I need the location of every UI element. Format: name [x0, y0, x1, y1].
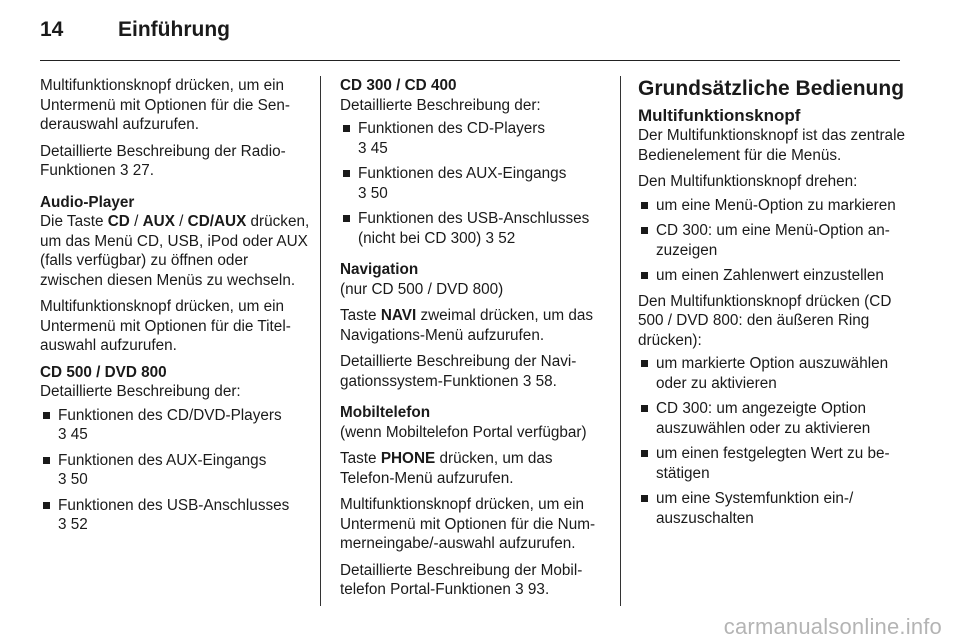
- paragraph: (wenn Mobiltelefon Portal verfügbar): [340, 423, 587, 441]
- paragraph: Den Multifunktionsknopf drehen:: [638, 173, 858, 190]
- paragraph: Der Multifunktionsknopf ist das zentrale Bedienelement für die Menüs.: [638, 127, 905, 164]
- list-item: CD 300: um angezeigte Option auszuwählen oder zu aktivieren: [638, 399, 906, 438]
- page-reference: 3 52: [485, 229, 516, 247]
- page-reference: 3 93.: [515, 581, 550, 598]
- column-divider-1: [320, 76, 321, 606]
- watermark: carmanualsonline.info: [723, 614, 942, 639]
- paragraph: Taste PHONE drücken, um das Telefon-Menü aufzurufen.: [340, 450, 553, 487]
- page-reference: 3 58.: [522, 372, 557, 390]
- paragraph: Den Multifunktionsknopf drücken (CD 500 / DVD 800: den äußeren Ring drücken):: [638, 292, 892, 349]
- column-1: [40, 76, 312, 541]
- paragraph: Detaillierte Beschreibung der:: [40, 383, 241, 400]
- bullet-list: [340, 119, 608, 248]
- paragraph: (nur CD 500 / DVD 800): [340, 280, 504, 298]
- list-item: Funktionen des USB-Anschlusses 3 52: [40, 496, 312, 535]
- page-reference: 3 50: [58, 471, 88, 488]
- page-reference: 3 52: [58, 516, 88, 533]
- page-title: Einführung: [118, 18, 230, 41]
- page-reference: 3 45: [358, 139, 388, 157]
- main-heading: Grundsätzliche Bedienung: [638, 77, 905, 100]
- paragraph: Multifunktionsknopf drücken, um ein Untermenü mit Optionen für die Nummerneingabe/-auswahl aufzurufen.: [340, 496, 596, 552]
- paragraph: Detaillierte Beschreibung der Radio-Funktionen 3 27.: [40, 142, 286, 179]
- list-item: CD 300: um eine Menü-Option anzuzeigen: [638, 221, 906, 260]
- key-label: CD/AUX: [187, 213, 247, 230]
- paragraph: Die Taste CD / AUX / CD/AUX drücken, um das Menü CD, USB, iPod oder AUX (falls verfügbar) zu öffnen oder zwischen diesen Menüs zu wechseln.: [40, 213, 310, 289]
- section-heading-cd500: CD 500 / DVD 800: [40, 363, 167, 381]
- sub-heading: Multifunktionsknopf: [638, 106, 801, 125]
- key-label: NAVI: [380, 307, 417, 324]
- key-label: PHONE: [380, 450, 436, 467]
- list-item: um eine Menü-Option zu markieren: [638, 196, 906, 216]
- header-rule: [40, 60, 900, 61]
- key-label: CD: [107, 213, 130, 230]
- paragraph: Detaillierte Beschreibung der:: [340, 96, 541, 114]
- list-item: um eine Systemfunktion ein-/ auszuschalten: [638, 489, 906, 528]
- bullet-list: [638, 196, 906, 286]
- bullet-list: [40, 406, 312, 535]
- list-item: Funktionen des AUX-Eingangs 3 50: [40, 451, 312, 490]
- page-reference: 3 45: [58, 426, 88, 443]
- section-heading-cd300: CD 300 / CD 400: [340, 77, 457, 94]
- column-3: [638, 76, 906, 534]
- paragraph: Taste NAVI zweimal drücken, um das Navigations-Menü aufzurufen.: [340, 307, 594, 344]
- bullet-list: [638, 354, 906, 528]
- list-item: Funktionen des USB-Anschlusses (nicht bei CD 300) 3 52: [340, 209, 608, 248]
- key-label: AUX: [142, 213, 175, 230]
- paragraph: Multifunktionsknopf drücken, um ein Untermenü mit Optionen für die Titelauswahl aufzurufen.: [40, 298, 291, 354]
- list-item: Funktionen des CD-Players 3 45: [340, 119, 608, 158]
- section-heading-audio-player: Audio-Player: [40, 193, 135, 211]
- list-item: Funktionen des AUX-Eingangs 3 50: [340, 164, 608, 203]
- column-2: [340, 76, 608, 607]
- paragraph: Multifunktionsknopf drücken, um ein Untermenü mit Optionen für die Senderauswahl aufzurufen.: [40, 77, 290, 133]
- list-item: um markierte Option auszuwählen oder zu aktivieren: [638, 354, 906, 393]
- page-number: 14: [40, 18, 64, 41]
- list-item: um einen festgelegten Wert zu bestätigen: [638, 444, 906, 483]
- section-heading-navigation: Navigation: [340, 261, 419, 278]
- paragraph: Detaillierte Beschreibung der Mobiltelefon Portal-Funktionen 3 93.: [340, 561, 583, 598]
- list-item: um einen Zahlenwert einzustellen: [638, 266, 906, 286]
- paragraph: Detaillierte Beschreibung der Navigationssystem-Funktionen 3 58.: [340, 353, 577, 390]
- list-item: Funktionen des CD/DVD-Players 3 45: [40, 406, 312, 445]
- section-heading-mobiltelefon: Mobiltelefon: [340, 404, 431, 421]
- page-reference: 3 50: [358, 184, 388, 202]
- page-header: [40, 18, 230, 48]
- column-divider-2: [620, 76, 621, 606]
- page-reference: 3 27.: [119, 162, 154, 179]
